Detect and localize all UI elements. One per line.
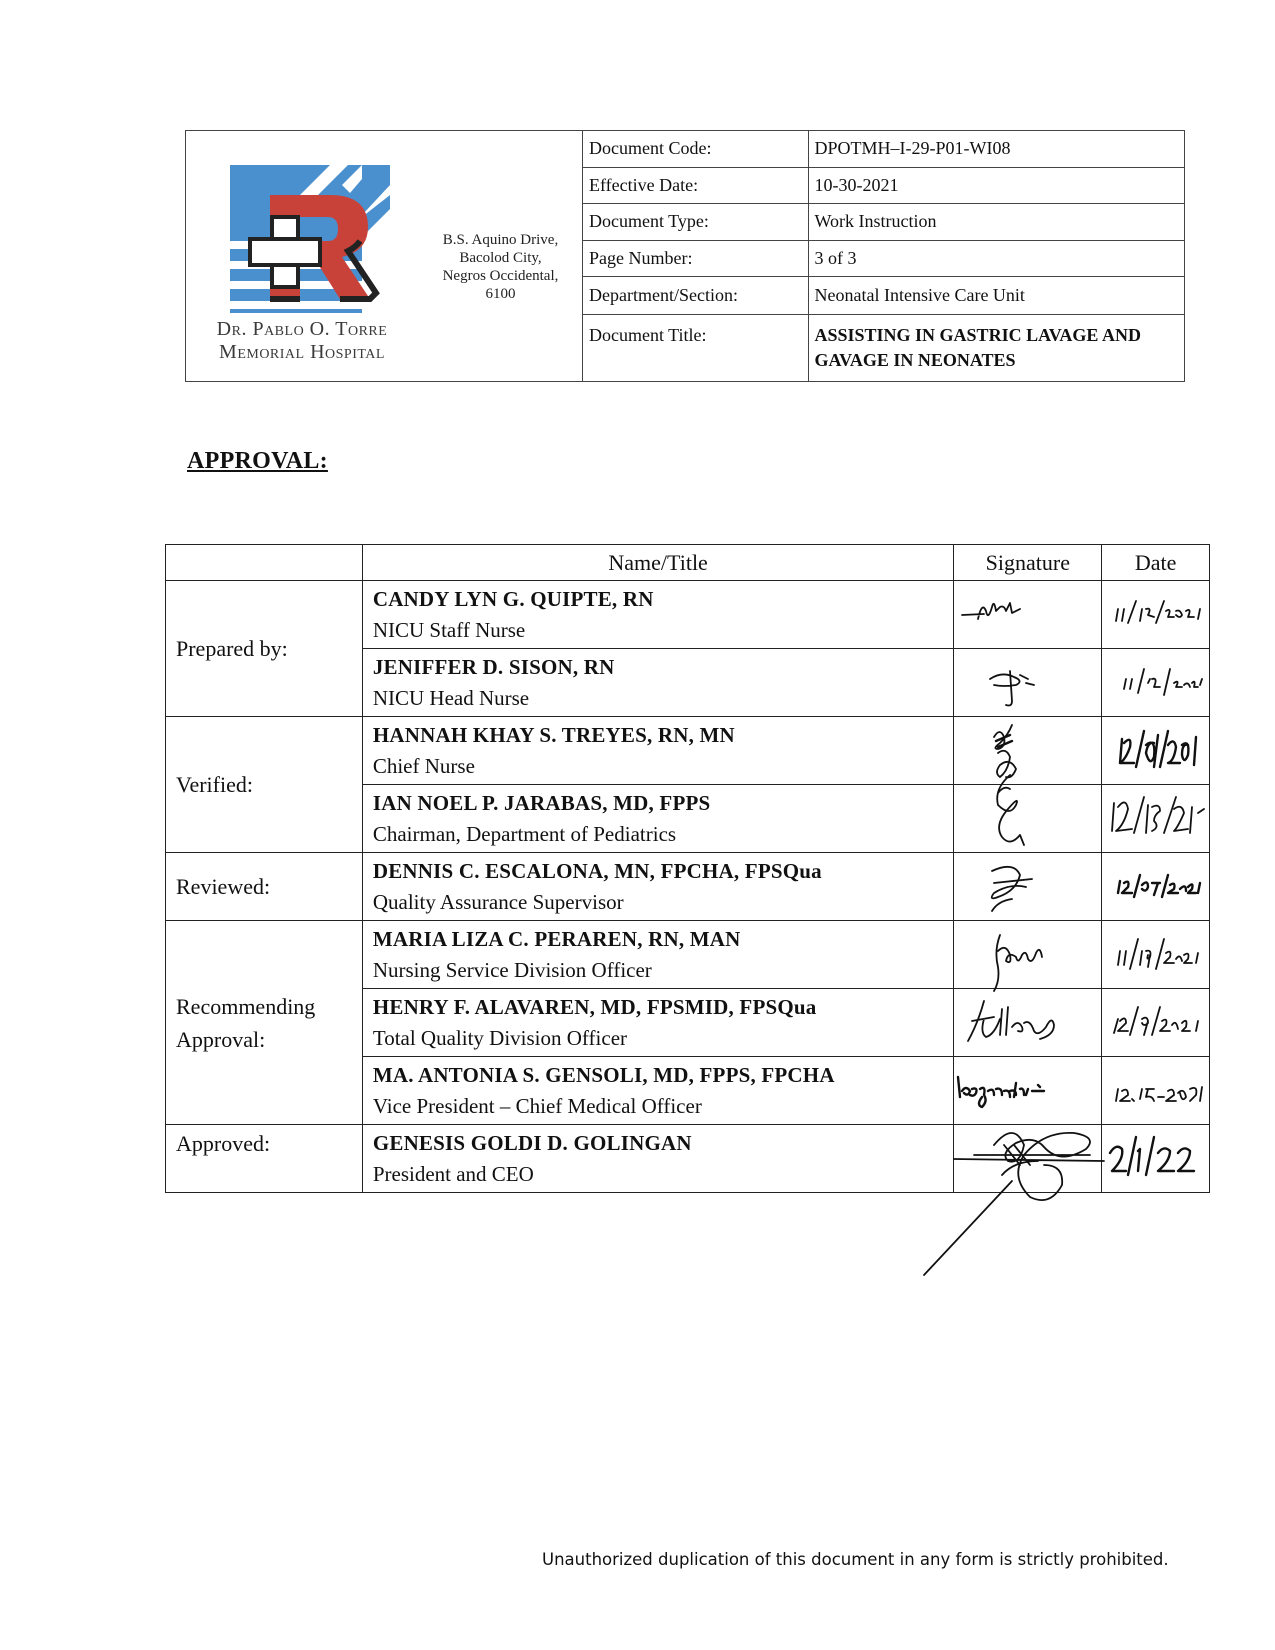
department-section: Neonatal Intensive Care Unit: [808, 276, 1184, 314]
hospital-logo: [230, 165, 400, 315]
hospital-name-line1: Dr. Pablo O. Torre: [216, 318, 388, 340]
signatory: [362, 581, 954, 649]
signatory: [362, 717, 954, 785]
signatory-name: HANNAH KHAY S. TREYES, RN, MN: [372, 722, 735, 747]
approval-row: [166, 1125, 1210, 1193]
signatory: [362, 649, 954, 717]
signatory-title: NICU Staff Nurse: [372, 617, 526, 642]
document-type: Work Instruction: [808, 203, 1184, 240]
signatory-title: Quality Assurance Supervisor: [372, 889, 624, 914]
date-cell: [1102, 717, 1210, 785]
signature-cell: [954, 717, 1102, 785]
document-code: DPOTMH–I-29-P01-WI08: [808, 131, 1184, 167]
document-info-table: [583, 131, 1184, 381]
role-approved: Approved:: [166, 1125, 363, 1193]
handwritten-date: [1102, 1057, 1210, 1125]
signatory: [362, 853, 954, 921]
doc-info-label: Document Type:: [583, 203, 808, 240]
signatory: [362, 921, 954, 989]
effective-date: 10-30-2021: [808, 167, 1184, 203]
doc-info-label: Effective Date:: [583, 167, 808, 203]
approval-row: [166, 921, 1210, 989]
signatory-name: MA. ANTONIA S. GENSOLI, MD, FPPS, FPCHA: [372, 1062, 835, 1087]
signatory-name: MARIA LIZA C. PERAREN, RN, MAN: [372, 926, 741, 951]
address-line: Negros Occidental,: [442, 268, 559, 284]
hospital-address: [418, 231, 583, 303]
doc-info-row: [583, 203, 1184, 240]
signature-mark: [954, 785, 1102, 853]
date-cell: [1102, 1057, 1210, 1125]
doc-info-label: Document Code:: [583, 131, 808, 167]
role-recommending-approval: [166, 921, 363, 1125]
signature-mark: [954, 581, 1102, 649]
address-line: B.S. Aquino Drive,: [442, 232, 559, 248]
doc-info-label: Document Title:: [583, 314, 808, 381]
date-cell: [1102, 785, 1210, 853]
signatory-title: NICU Head Nurse: [372, 685, 530, 710]
handwritten-date: [1102, 989, 1210, 1057]
signatory-title: Vice President – Chief Medical Officer: [372, 1093, 702, 1118]
role-line: Recommending: [176, 993, 316, 1019]
page-number: 3 of 3: [808, 240, 1184, 276]
signatory-name: IAN NOEL P. JARABAS, MD, FPPS: [372, 790, 711, 815]
signature-mark: [954, 853, 1102, 921]
doc-info-row: [583, 314, 1184, 381]
hospital-name: [186, 318, 418, 364]
approval-row: [166, 853, 1210, 921]
role-reviewed: Reviewed:: [166, 853, 363, 921]
signature-mark: [954, 1125, 1102, 1193]
role-prepared-by: Prepared by:: [166, 581, 363, 717]
handwritten-date: [1102, 853, 1210, 921]
date-cell: [1102, 853, 1210, 921]
signatory-name: CANDY LYN G. QUIPTE, RN: [372, 586, 654, 611]
document-title: ASSISTING IN GASTRIC LAVAGE AND GAVAGE IN NEONATES: [814, 324, 1141, 370]
approval-row: [166, 581, 1210, 649]
signatory-name: GENESIS GOLDI D. GOLINGAN: [372, 1130, 692, 1155]
doc-info-label: Page Number:: [583, 240, 808, 276]
date-header: Date: [1102, 545, 1210, 581]
signatory-title: Total Quality Division Officer: [372, 1025, 628, 1050]
doc-info-row: [583, 167, 1184, 203]
signature-cell: [954, 581, 1102, 649]
signature-mark: [954, 717, 1102, 785]
approval-table: [165, 544, 1210, 1193]
handwritten-date: [1102, 785, 1210, 853]
handwritten-date: [1102, 649, 1210, 717]
date-cell: [1102, 1125, 1210, 1193]
date-cell: [1102, 581, 1210, 649]
date-cell: [1102, 989, 1210, 1057]
handwritten-date: [1102, 581, 1210, 649]
date-cell: [1102, 921, 1210, 989]
doc-info-label: Department/Section:: [583, 276, 808, 314]
approval-row: [166, 717, 1210, 785]
signature-cell: [954, 921, 1102, 989]
doc-info-row: [583, 276, 1184, 314]
approval-header-row: [166, 545, 1210, 581]
hospital-branding: [186, 131, 583, 381]
signatory: [362, 785, 954, 853]
address-line: Bacolod City,: [459, 250, 542, 266]
handwritten-date: [1102, 717, 1210, 785]
role-verified: Verified:: [166, 717, 363, 853]
signature-cell: [954, 1057, 1102, 1125]
signature-header: Signature: [954, 545, 1102, 581]
signature-cell: [954, 1125, 1102, 1193]
signature-cell: [954, 649, 1102, 717]
signatory: [362, 1125, 954, 1193]
signatory: [362, 989, 954, 1057]
handwritten-date: [1102, 1125, 1210, 1193]
signature-mark: [954, 921, 1102, 989]
doc-info-row: [583, 131, 1184, 167]
role-line: Approval:: [176, 1026, 266, 1052]
signature-mark: [954, 1057, 1102, 1125]
signatory-title: Chief Nurse: [372, 753, 475, 778]
signature-cell: [954, 989, 1102, 1057]
name-title-header: Name/Title: [362, 545, 954, 581]
signatory-title: President and CEO: [372, 1161, 534, 1186]
signature-mark: [954, 649, 1102, 717]
signatory-name: DENNIS C. ESCALONA, MN, FPCHA, FPSQua: [372, 858, 822, 883]
signature-mark: [954, 989, 1102, 1057]
address-line: 6100: [485, 286, 516, 302]
approval-heading: APPROVAL:: [187, 448, 328, 474]
date-cell: [1102, 649, 1210, 717]
handwritten-date: [1102, 921, 1210, 989]
signatory-name: JENIFFER D. SISON, RN: [372, 654, 615, 679]
signatory-title: Chairman, Department of Pediatrics: [372, 821, 677, 846]
role-header: [166, 545, 363, 581]
signature-cell: [954, 853, 1102, 921]
hospital-name-line2: Memorial Hospital: [219, 341, 385, 363]
document-header: [185, 130, 1185, 382]
signatory: [362, 1057, 954, 1125]
doc-info-row: [583, 240, 1184, 276]
footer-notice: Unauthorized duplication of this document in any form is strictly prohibited.: [542, 1550, 1169, 1569]
signatory-name: HENRY F. ALAVAREN, MD, FPSMID, FPSQua: [372, 994, 817, 1019]
signatory-title: Nursing Service Division Officer: [372, 957, 652, 982]
signature-cell: [954, 785, 1102, 853]
